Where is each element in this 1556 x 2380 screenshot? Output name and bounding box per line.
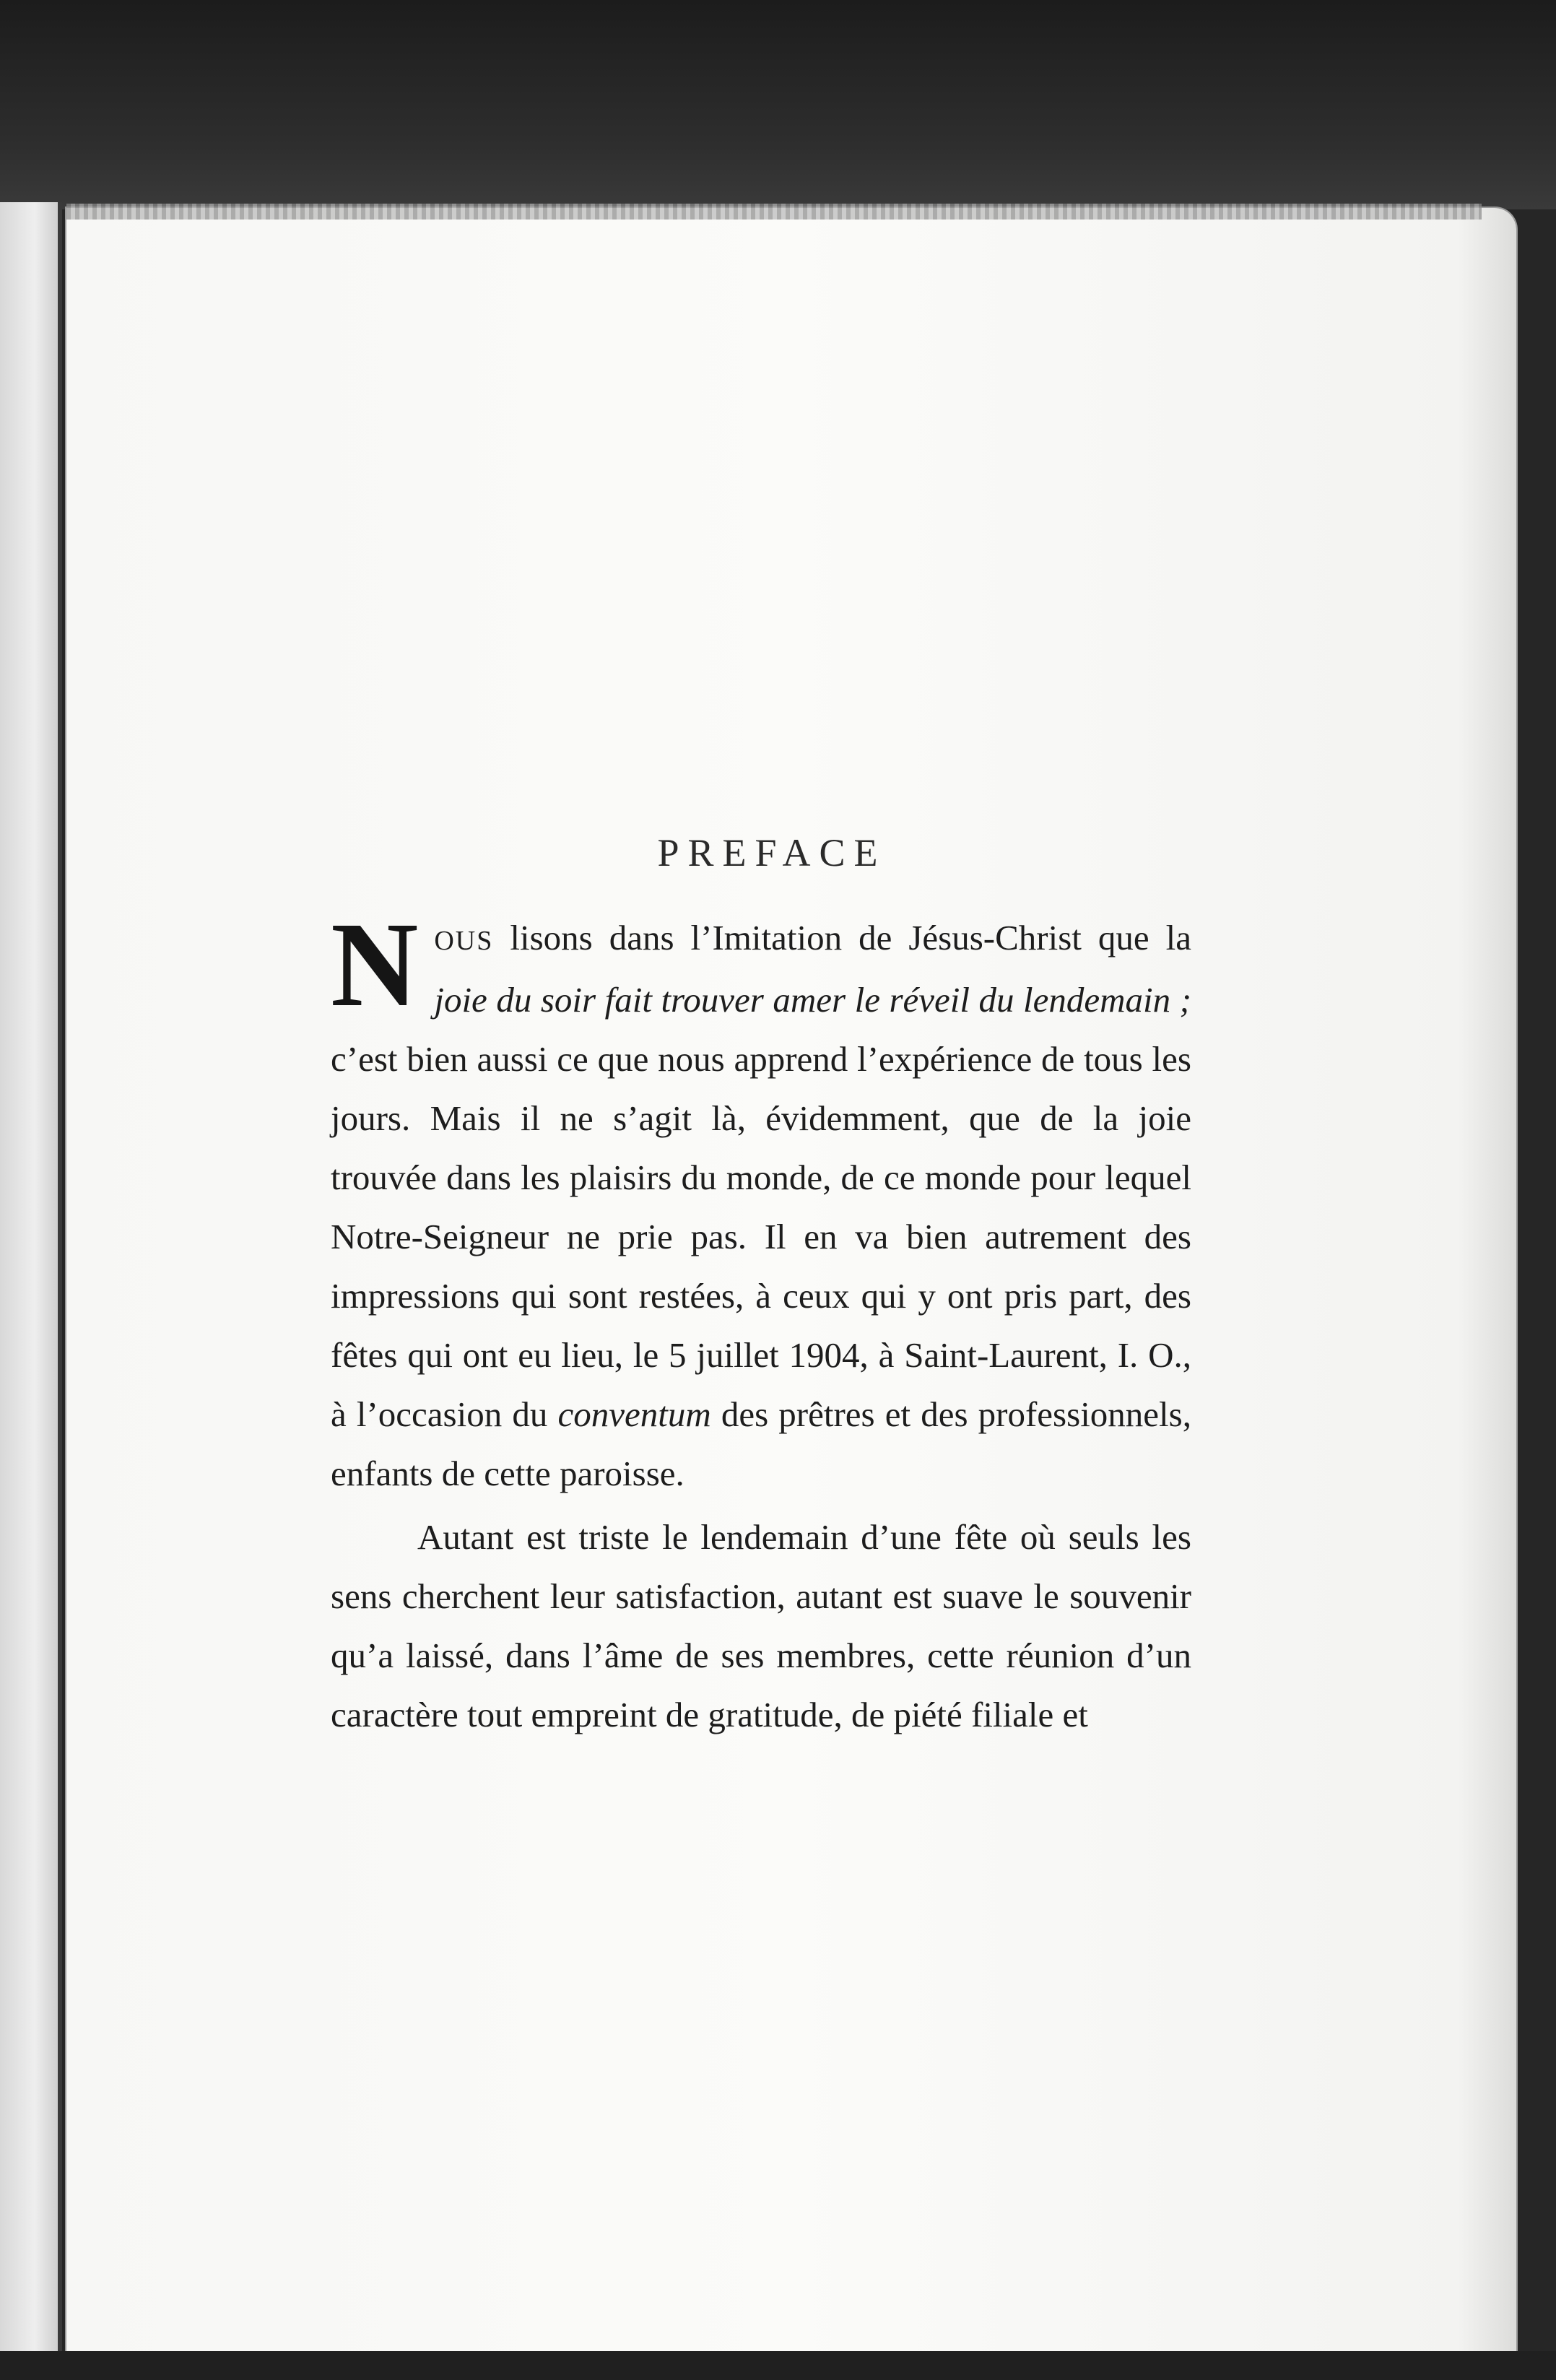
paragraph-1-text-b: c’est bien aussi ce que nous apprend l’expérience de tous les jours. Mais il ne s’agit là, évidemment, que de la joie trouvée dans les plaisirs du monde, de ce monde pour lequel Notre-Seigneur ne prie pas. Il en va bien autrement des impressions qui sont restées, à ceux qui y ont pris part, des fêtes qui ont eu lieu, le 5 juillet 1904, à Saint-Laurent, I. O., à l’occasion du [331,1039,1191,1434]
page-text-block [331,830,1191,1745]
scan-bottom-background [0,2351,1556,2380]
first-word-rest: OUS [434,926,494,956]
paragraph-2: Autant est triste le lendemain d’une fête où seuls les sens cherchent leur satisfaction, autant est suave le souvenir qu’a laissé, dans l’âme de ses membres, cette réunion d’un caractère tout empreint de gratitude, de piété filiale et [331,1517,1191,1734]
drop-cap: N [331,898,419,1032]
paragraph-1-italic-a: joie du soir fait trouver amer le réveil du lendemain ; [434,980,1191,1020]
paragraph-1-text-a: lisons dans l’Imitation de Jésus-Christ que la [493,918,1191,957]
paragraph-1-text-c: des prêtres et des professionnels, enfants de cette paroisse. [331,1394,1191,1493]
scan-top-background [0,0,1556,209]
adjacent-page-edge [0,202,62,2354]
paragraph-1-italic-b: conventum [557,1394,711,1434]
page-top-edge [66,204,1482,220]
page-title: PREFACE [657,831,887,874]
paragraph-1 [331,898,1191,1503]
